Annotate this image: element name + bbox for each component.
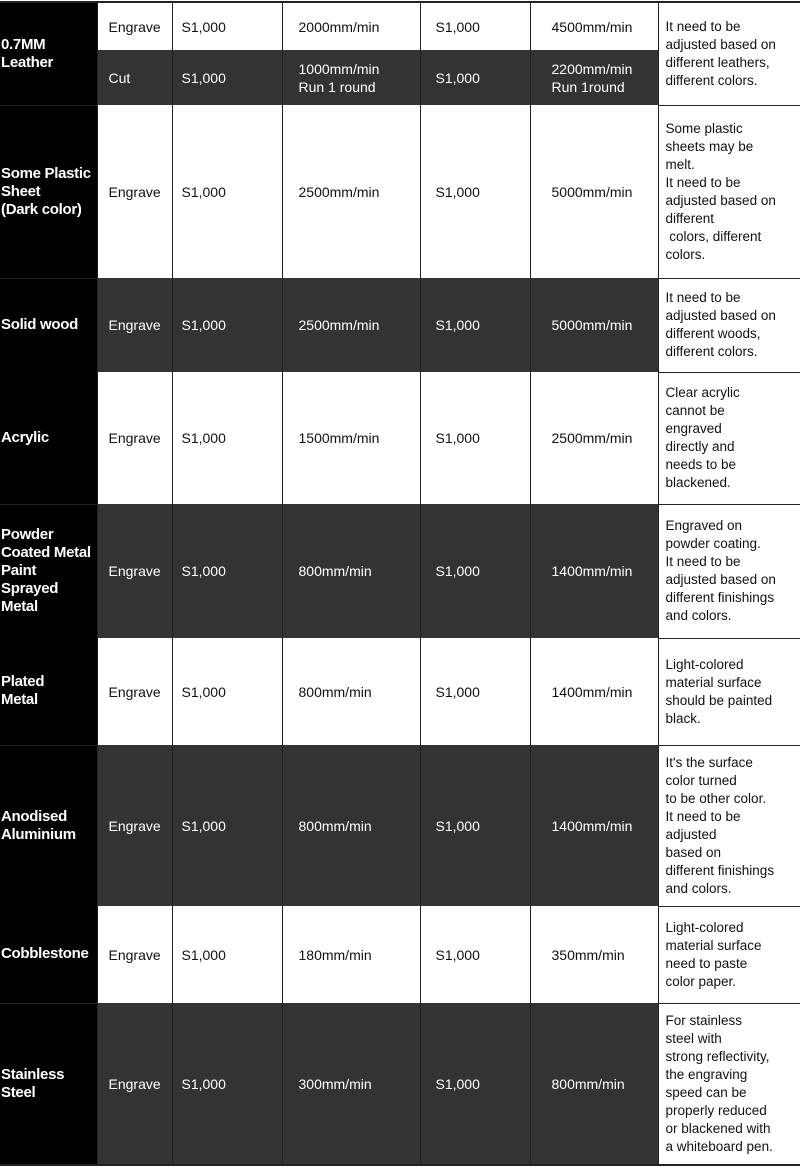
text-line: 1000mm/min [299,60,420,78]
text-line: Leather [1,54,97,72]
text-line: (Dark color) [1,201,97,219]
material-name [0,278,97,372]
text-line: different colors. [666,72,800,90]
speed-setting-1 [282,2,420,50]
text-line: different colors. [666,343,800,361]
table-row [0,2,800,50]
text-line: adjusted based on [666,36,800,54]
material-name [0,372,97,504]
speed-setting-1 [282,50,420,105]
table-row [0,638,800,745]
power-setting-2: S1,000 [420,906,530,1003]
text-line: adjusted based on [666,192,800,210]
text-line: 4500mm/min [552,18,658,36]
speed-setting-1 [282,105,420,278]
text-line: needs to be [666,456,800,474]
text-line: material surface [666,674,800,692]
power-setting-1: S1,000 [172,1003,282,1165]
text-line: based on [666,844,800,862]
material-name [0,105,97,278]
text-line: a whiteboard pen. [666,1138,800,1156]
table-row [0,906,800,1003]
speed-setting-2 [530,372,658,504]
power-setting-1: S1,000 [172,278,282,372]
note [658,2,800,105]
speed-setting-2 [530,278,658,372]
power-setting-2: S1,000 [420,745,530,906]
speed-setting-2 [530,105,658,278]
material-name [0,504,97,638]
text-line: Steel [1,1084,97,1102]
text-line: 5000mm/min [552,183,658,201]
text-line: need to paste [666,955,800,973]
note [658,372,800,504]
text-line: different leathers, [666,54,800,72]
speed-setting-1 [282,638,420,745]
text-line: It need to be [666,553,800,571]
text-line: It's the surface [666,754,800,772]
text-line: Stainless [1,1066,97,1084]
power-setting-1: S1,000 [172,372,282,504]
table-row [0,504,800,638]
material-name [0,638,97,745]
speed-setting-1 [282,906,420,1003]
note [658,638,800,745]
process-type: Engrave [97,2,172,50]
power-setting-2: S1,000 [420,278,530,372]
speed-setting-2 [530,504,658,638]
text-line: Coated Metal [1,544,97,562]
material-name [0,2,97,105]
text-line: or blackened with [666,1120,800,1138]
text-line: Solid wood [1,316,97,334]
text-line: Paint [1,562,97,580]
text-line: 800mm/min [299,683,420,701]
text-line: 1400mm/min [552,817,658,835]
text-line: Metal [1,691,97,709]
text-line: to be other color. [666,790,800,808]
process-type: Engrave [97,278,172,372]
speed-setting-2 [530,906,658,1003]
text-line: Some plastic [666,120,800,138]
text-line: 5000mm/min [552,316,658,334]
speed-setting-1 [282,1003,420,1165]
power-setting-1: S1,000 [172,2,282,50]
power-setting-1: S1,000 [172,745,282,906]
text-line: the engraving [666,1066,800,1084]
text-line: It need to be [666,18,800,36]
text-line: 350mm/min [552,946,658,964]
speed-setting-1 [282,372,420,504]
text-line: 180mm/min [299,946,420,964]
power-setting-2: S1,000 [420,2,530,50]
material-name [0,906,97,1003]
text-line: It need to be [666,174,800,192]
text-line: different finishings [666,862,800,880]
text-line: For stainless [666,1012,800,1030]
text-line: Engraved on [666,517,800,535]
text-line: Cobblestone [1,945,97,963]
speed-setting-2 [530,2,658,50]
text-line: 2500mm/min [299,316,420,334]
text-line: black. [666,710,800,728]
text-line: different [666,210,800,228]
process-type: Engrave [97,1003,172,1165]
power-setting-1: S1,000 [172,638,282,745]
table-row [0,372,800,504]
text-line: Plated [1,673,97,691]
text-line: 2500mm/min [552,429,658,447]
text-line: Sprayed [1,580,97,598]
text-line: Light-colored [666,656,800,674]
power-setting-2: S1,000 [420,638,530,745]
text-line: Some Plastic [1,165,97,183]
text-line: 800mm/min [299,817,420,835]
text-line: Aluminium [1,826,97,844]
process-type: Engrave [97,906,172,1003]
text-line: blackened. [666,474,800,492]
text-line: cannot be [666,402,800,420]
text-line: 800mm/min [299,562,420,580]
text-line: and colors. [666,880,800,898]
power-setting-1: S1,000 [172,50,282,105]
power-setting-2: S1,000 [420,1003,530,1165]
text-line: sheets may be [666,138,800,156]
text-line: directly and [666,438,800,456]
text-line: color turned [666,772,800,790]
speed-setting-2 [530,745,658,906]
speed-setting-2 [530,1003,658,1165]
speed-setting-2 [530,638,658,745]
process-type: Engrave [97,504,172,638]
text-line: 800mm/min [552,1075,658,1093]
text-line: and colors. [666,607,800,625]
speed-setting-1 [282,745,420,906]
process-type: Cut [97,50,172,105]
note [658,105,800,278]
power-setting-2: S1,000 [420,105,530,278]
text-line: properly reduced [666,1102,800,1120]
text-line: adjusted [666,826,800,844]
power-setting-2: S1,000 [420,504,530,638]
text-line: powder coating. [666,535,800,553]
text-line: speed can be [666,1084,800,1102]
speed-setting-1 [282,504,420,638]
text-line: colors. [666,246,800,264]
process-type: Engrave [97,638,172,745]
text-line: Sheet [1,183,97,201]
text-line: 2200mm/min [552,60,658,78]
process-type: Engrave [97,372,172,504]
text-line: 300mm/min [299,1075,420,1093]
text-line: steel with [666,1030,800,1048]
text-line: 2500mm/min [299,183,420,201]
speed-setting-1 [282,278,420,372]
text-line: melt. [666,156,800,174]
power-setting-2: S1,000 [420,50,530,105]
text-line: Anodised [1,808,97,826]
text-line: 1400mm/min [552,683,658,701]
text-line: different woods, [666,325,800,343]
table-row [0,745,800,906]
table-row [0,1003,800,1165]
text-line: 1400mm/min [552,562,658,580]
text-line: Run 1 round [299,78,420,96]
text-line: It need to be [666,289,800,307]
text-line: colors, different [666,228,800,246]
process-type: Engrave [97,105,172,278]
laser-settings-table [0,1,800,1166]
text-line: It need to be [666,808,800,826]
material-name [0,745,97,906]
power-setting-1: S1,000 [172,906,282,1003]
note [658,745,800,906]
text-line: Powder [1,526,97,544]
text-line: Clear acrylic [666,384,800,402]
table-row [0,105,800,278]
power-setting-1: S1,000 [172,504,282,638]
note [658,504,800,638]
text-line: 1500mm/min [299,429,420,447]
text-line: 0.7MM [1,36,97,54]
text-line: strong reflectivity, [666,1048,800,1066]
text-line: Acrylic [1,429,97,447]
text-line: adjusted based on [666,571,800,589]
text-line: engraved [666,420,800,438]
note [658,1003,800,1165]
material-name [0,1003,97,1165]
process-type: Engrave [97,745,172,906]
text-line: 2000mm/min [299,18,420,36]
text-line: different finishings [666,589,800,607]
power-setting-1: S1,000 [172,105,282,278]
note [658,278,800,372]
text-line: color paper. [666,973,800,991]
table-row [0,278,800,372]
speed-setting-2 [530,50,658,105]
power-setting-2: S1,000 [420,372,530,504]
text-line: adjusted based on [666,307,800,325]
text-line: should be painted [666,692,800,710]
text-line: Metal [1,598,97,616]
text-line: material surface [666,937,800,955]
note [658,906,800,1003]
text-line: Light-colored [666,919,800,937]
text-line: Run 1round [552,78,658,96]
